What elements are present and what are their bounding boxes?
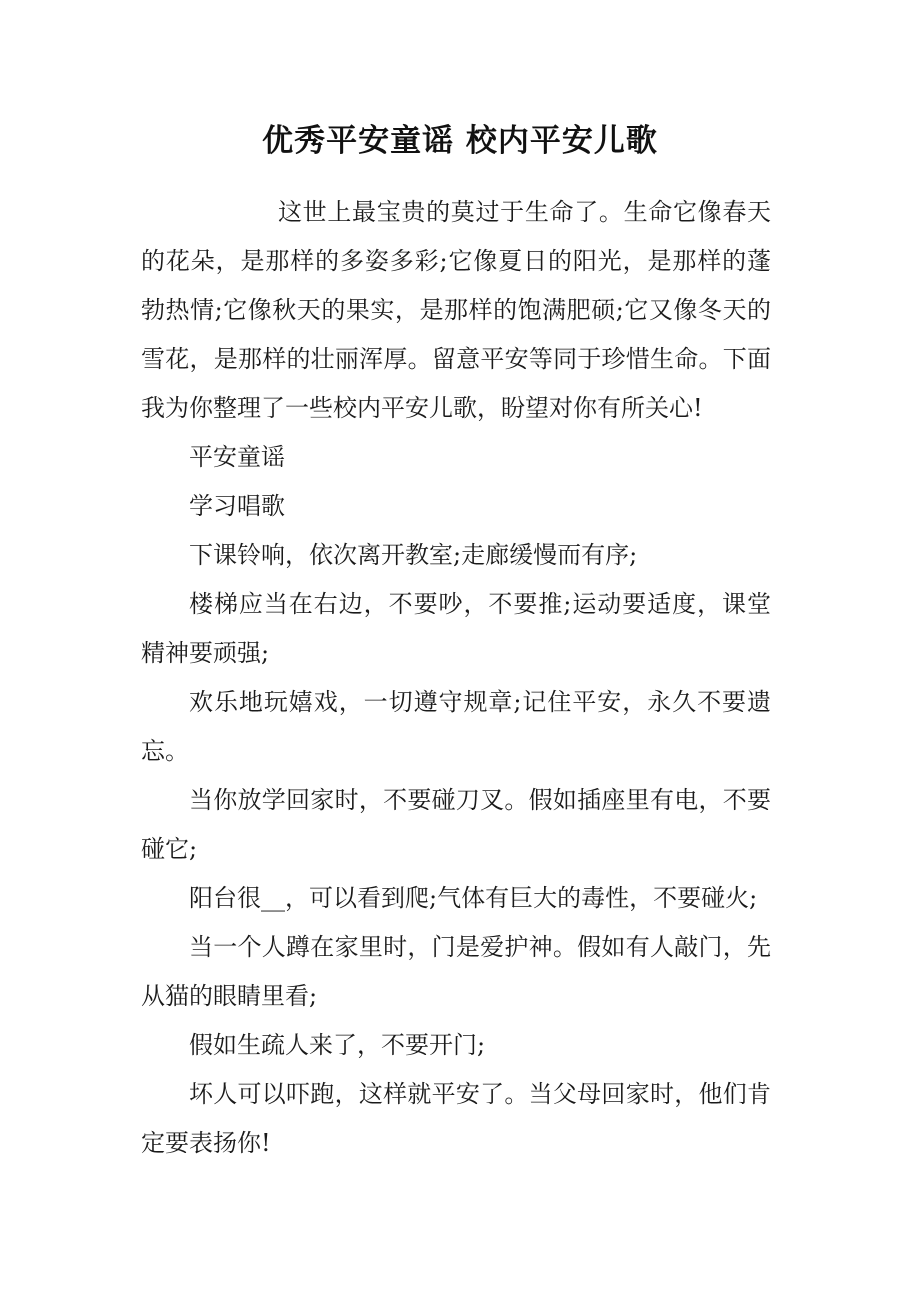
poem-line: 阳台很__，可以看到爬;气体有巨大的毒性，不要碰火; <box>189 884 758 912</box>
document-title: 优秀平安童谣 校内平安儿歌 <box>262 123 658 159</box>
poem-line: 当一个人蹲在家里时，门是爱护神。假如有人敲门，先从猫的眼睛里看; <box>141 933 771 1010</box>
section-heading: 平安童谣 <box>189 443 285 471</box>
poem-line: 下课铃响，依次离开教室;走廊缓慢而有序; <box>189 541 638 569</box>
document-body <box>141 188 771 1168</box>
poem-line: 楼梯应当在右边，不要吵，不要推;运动要适度，课堂精神要顽强; <box>141 590 771 667</box>
poem-line: 坏人可以吓跑，这样就平安了。当父母回家时，他们肯定要表扬你! <box>141 1080 771 1157</box>
intro-paragraph: 这世上最宝贵的莫过于生命了。生命它像春天的花朵，是那样的多姿多彩;它像夏日的阳光，是那样的蓬勃热情;它像秋天的果实，是那样的饱满肥硕;它又像冬天的雪花，是那样的壮丽浑厚。留意平安等同于珍惜生命。下面我为你整理了一些校内平安儿歌，盼望对你有所关心! <box>141 198 771 422</box>
sub-heading: 学习唱歌 <box>189 492 285 520</box>
poem-line: 当你放学回家时，不要碰刀叉。假如插座里有电，不要碰它; <box>141 786 771 863</box>
poem-line: 假如生疏人来了，不要开门; <box>189 1031 486 1059</box>
poem-line: 欢乐地玩嬉戏，一切遵守规章;记住平安，永久不要遗忘。 <box>141 688 771 765</box>
